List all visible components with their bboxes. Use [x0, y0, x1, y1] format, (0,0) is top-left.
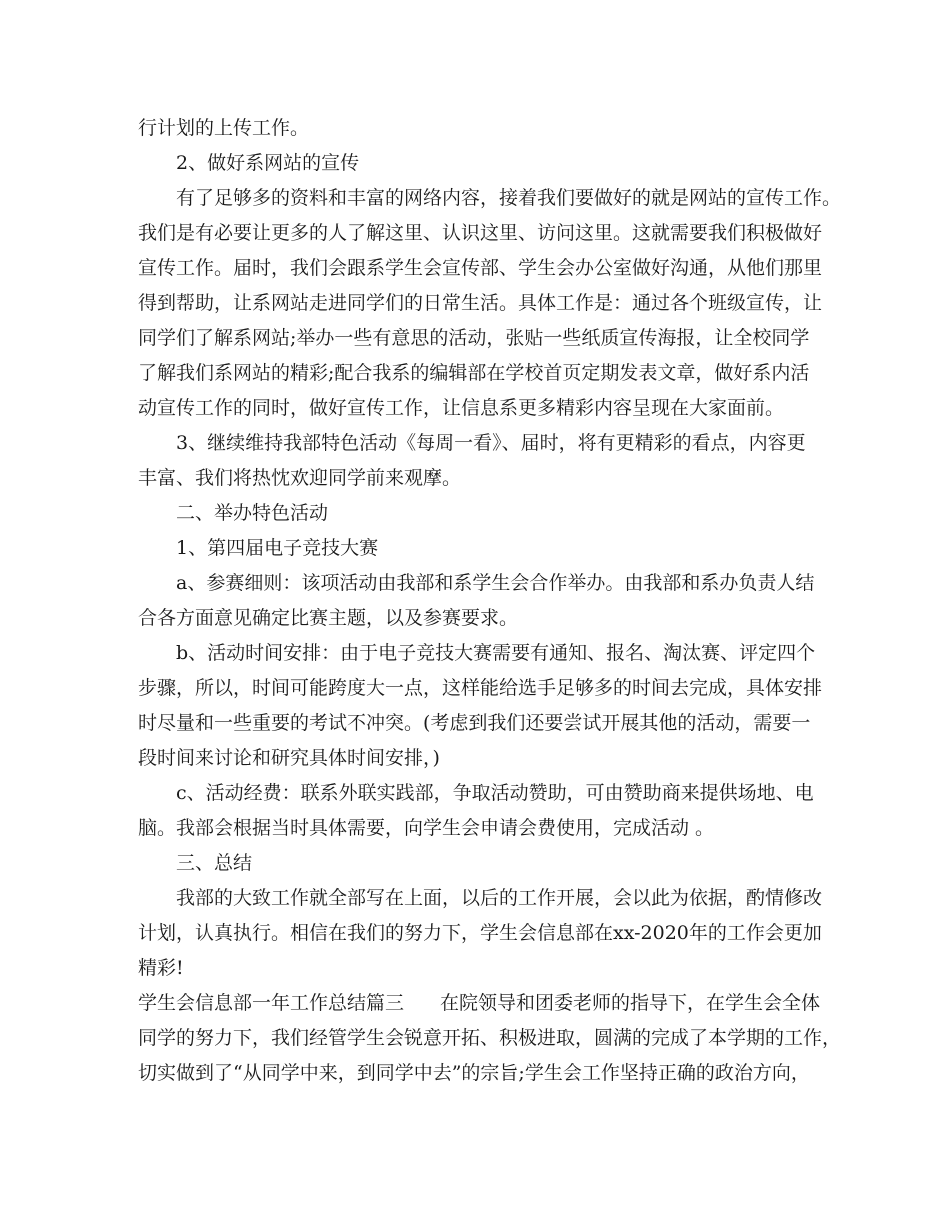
section-heading-continuation: 在院领导和团委老师的指导下，在学生会全体 — [440, 992, 821, 1014]
text-line: 2、做好系网站的宣传 — [176, 152, 360, 174]
text-line: 二、举办特色活动 — [176, 502, 329, 524]
text-line: 1、第四届电子竞技大赛 — [176, 537, 379, 559]
text-line: 我们是有必要让更多的人了解这里、认识这里、访问这里。这就需要我们积极做好 — [138, 222, 823, 244]
text-line: 脑。我部会根据当时具体需要，向学生会申请会费使用，完成活动 。 — [138, 817, 715, 839]
document-body — [138, 111, 842, 1091]
text-line: 有了足够多的资料和丰富的网络内容，接着我们要做好的就是网站的宣传工作。 — [176, 187, 842, 209]
text-line: 行计划的上传工作。 — [138, 117, 310, 139]
text-line: 我部的大致工作就全部写在上面，以后的工作开展，会以此为依据，酌情修改 — [176, 887, 823, 909]
text-line: 了解我们系网站的精彩;配合我系的编辑部在学校首页定期发表文章，做好系内活 — [138, 362, 810, 384]
section-heading-line — [138, 986, 828, 1021]
text-line: 3、继续维持我部特色活动《每周一看》、届时，将有更精彩的看点，内容更 — [176, 432, 806, 454]
text-line: 三、总结 — [176, 852, 253, 874]
section-heading-title: 学生会信息部一年工作总结篇三 — [138, 992, 405, 1014]
text-line: 精彩! — [138, 957, 184, 979]
text-line: 时尽量和一些重要的考试不冲突。(考虑到我们还要尝试开展其他的活动，需要一 — [138, 712, 811, 734]
text-line: 同学的努力下，我们经管学生会锐意开拓、积极进取，圆满的完成了本学期的工作， — [138, 1027, 842, 1049]
text-line: 合各方面意见确定比赛主题，以及参赛要求。 — [138, 607, 519, 629]
text-line: c、活动经费：联系外联实践部，争取活动赞助，可由赞助商来提供场地、电 — [176, 782, 814, 804]
text-line: 切实做到了“从同学中来，到同学中去”的宗旨;学生会工作坚持正确的政治方向， — [138, 1062, 810, 1084]
text-line: 得到帮助，让系网站走进同学们的日常生活。具体工作是：通过各个班级宣传，让 — [138, 292, 823, 314]
text-line: 同学们了解系网站;举办一些有意思的活动，张贴一些纸质宣传海报，让全校同学 — [138, 327, 810, 349]
text-line: 宣传工作。届时，我们会跟系学生会宣传部、学生会办公室做好沟通，从他们那里 — [138, 257, 823, 279]
text-line: 步骤，所以，时间可能跨度大一点，这样能给选手足够多的时间去完成，具体安排 — [138, 677, 823, 699]
text-line: a、参赛细则：该项活动由我部和系学生会合作举办。由我部和系办负责人结 — [176, 572, 815, 594]
text-line: 动宣传工作的同时，做好宣传工作，让信息系更多精彩内容呈现在大家面前。 — [138, 397, 785, 419]
text-line: 段时间来讨论和研究具体时间安排，) — [138, 747, 440, 769]
text-line: b、活动时间安排：由于电子竞技大赛需要有通知、报名、淘汰赛、评定四个 — [176, 642, 816, 664]
text-line: 丰富、我们将热忱欢迎同学前来观摩。 — [138, 467, 462, 489]
paragraph-lines — [138, 111, 842, 986]
text-line: 计划，认真执行。相信在我们的努力下，学生会信息部在xx-2020年的工作会更加 — [138, 922, 822, 944]
